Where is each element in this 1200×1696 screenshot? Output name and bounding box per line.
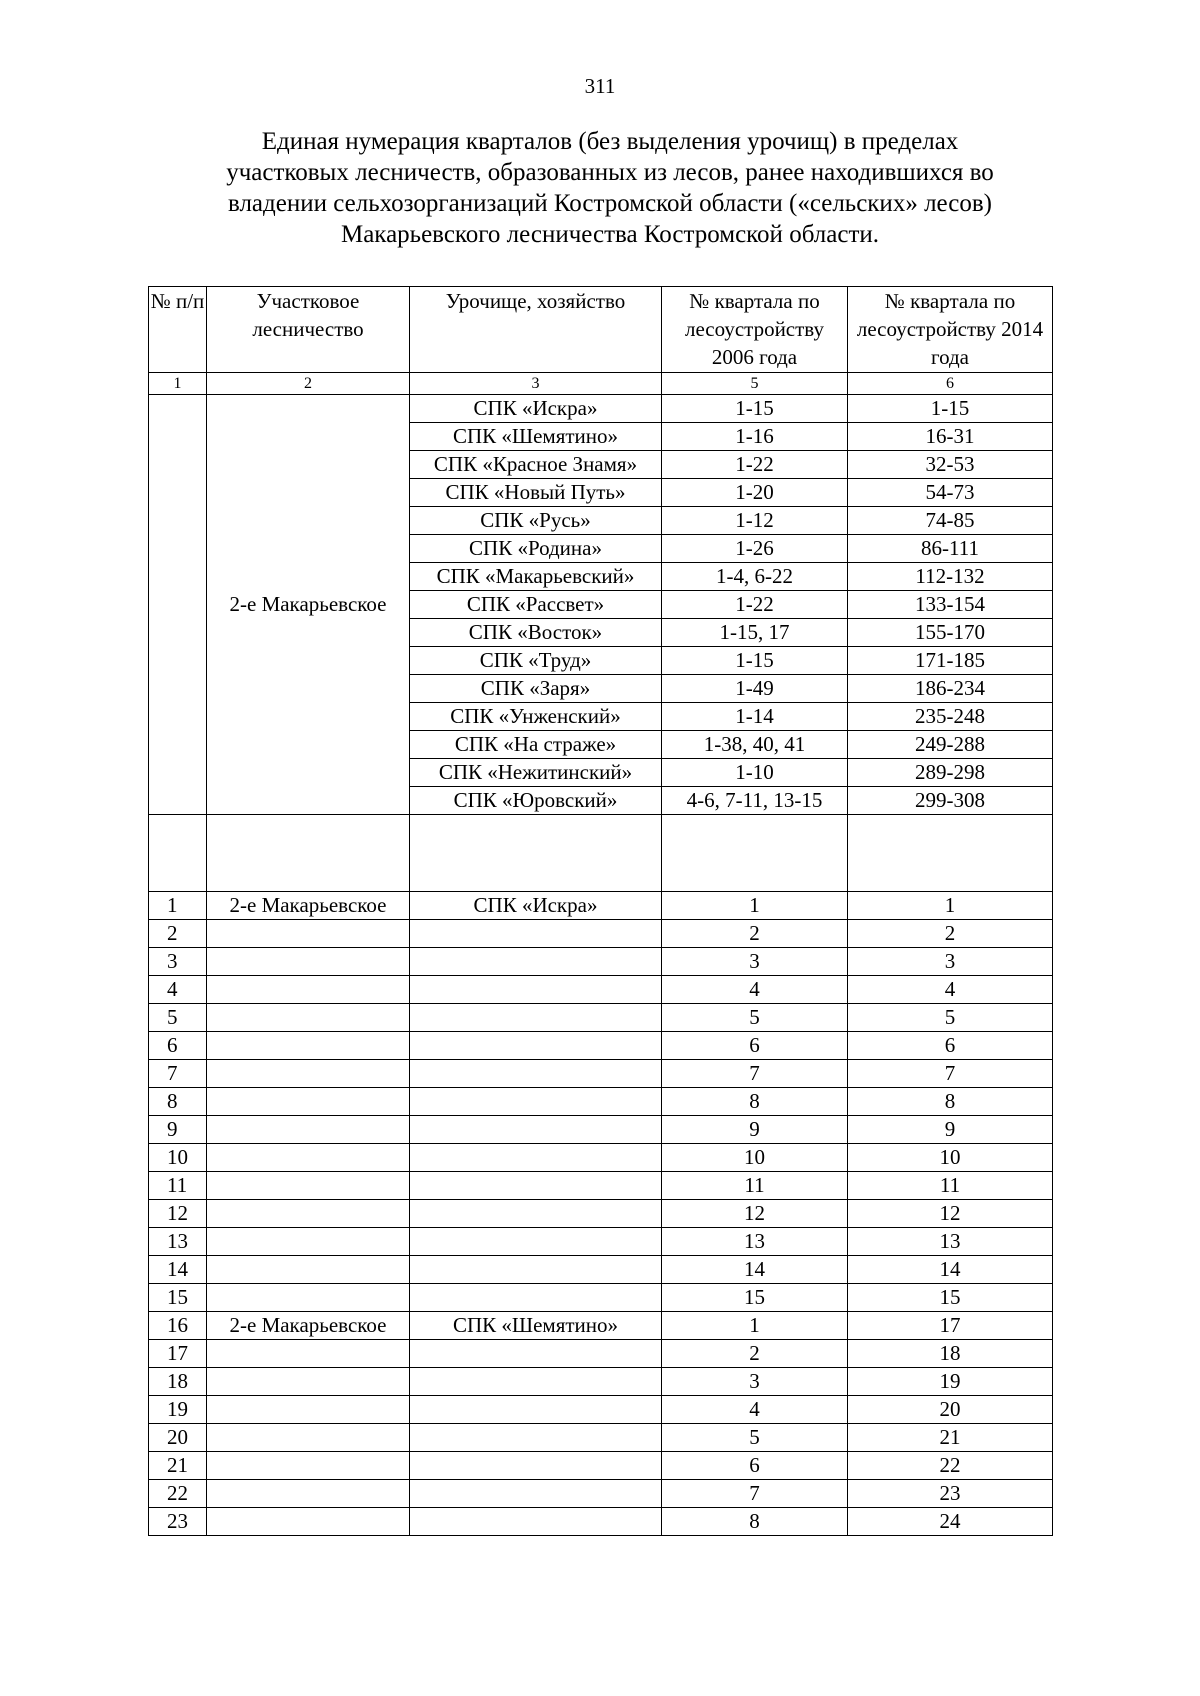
summary-row (149, 395, 1053, 423)
table-row (149, 1396, 1053, 1424)
farm-cell (410, 1256, 662, 1284)
quarter-2006-cell: 12 (662, 1200, 848, 1228)
farm-cell: СПК «Шемятино» (410, 1312, 662, 1340)
quarter-2014-cell: 5 (848, 1004, 1053, 1032)
row-number-cell: 19 (149, 1396, 207, 1424)
farm-cell (410, 1200, 662, 1228)
row-number-cell: 16 (149, 1312, 207, 1340)
table-row (149, 920, 1053, 948)
blank-row (149, 815, 1053, 892)
forestry-cell: 2-е Макарьевское (207, 1312, 410, 1340)
farm-cell: СПК «Юровский» (410, 787, 662, 815)
quarter-2014-cell: 86-111 (848, 535, 1053, 563)
row-number-cell: 8 (149, 1088, 207, 1116)
quarter-2006-cell: 5 (662, 1424, 848, 1452)
farm-cell: СПК «Рассвет» (410, 591, 662, 619)
farm-cell (410, 1396, 662, 1424)
row-number-cell: 9 (149, 1116, 207, 1144)
quarter-2014-cell: 1-15 (848, 395, 1053, 423)
table-row (149, 1452, 1053, 1480)
row-number-cell: 13 (149, 1228, 207, 1256)
header-cell: Урочище, хозяйство (410, 287, 662, 373)
quarter-2014-cell: 171-185 (848, 647, 1053, 675)
farm-cell (410, 1032, 662, 1060)
farm-cell: СПК «Труд» (410, 647, 662, 675)
table-row (149, 1508, 1053, 1536)
forestry-cell (207, 1004, 410, 1032)
quarter-2014-cell: 24 (848, 1508, 1053, 1536)
table-row (149, 1480, 1053, 1508)
blank-cell (410, 815, 662, 892)
blank-cell (662, 815, 848, 892)
table-row (149, 948, 1053, 976)
farm-cell (410, 1480, 662, 1508)
quarter-2014-cell: 17 (848, 1312, 1053, 1340)
row-number-cell: 11 (149, 1172, 207, 1200)
quarter-2006-cell: 1 (662, 1312, 848, 1340)
quarter-2006-cell: 4 (662, 976, 848, 1004)
forestry-cell (207, 1508, 410, 1536)
quarter-2014-cell: 23 (848, 1480, 1053, 1508)
table-row (149, 1424, 1053, 1452)
farm-cell: СПК «Красное Знамя» (410, 451, 662, 479)
quarter-2014-cell: 18 (848, 1340, 1053, 1368)
forestry-cell (207, 976, 410, 1004)
farm-cell: СПК «Искра» (410, 892, 662, 920)
table-row (149, 976, 1053, 1004)
title-line: владении сельхозорганизаций Костромской области («сельских» лесов) (227, 190, 992, 217)
forestry-cell (207, 920, 410, 948)
farm-cell (410, 1144, 662, 1172)
row-number-cell: 14 (149, 1256, 207, 1284)
quarter-2006-cell: 11 (662, 1172, 848, 1200)
quarter-2014-cell: 13 (848, 1228, 1053, 1256)
column-number: 1 (149, 373, 207, 395)
forestry-cell (207, 1396, 410, 1424)
quarter-2014-cell: 54-73 (848, 479, 1053, 507)
quarter-2006-cell: 6 (662, 1032, 848, 1060)
farm-cell: СПК «Шемятино» (410, 423, 662, 451)
quarter-2014-cell: 249-288 (848, 731, 1053, 759)
forestry-cell (207, 1032, 410, 1060)
quarter-2006-cell: 1-49 (662, 675, 848, 703)
quarter-2006-cell: 1-20 (662, 479, 848, 507)
column-number-row (149, 373, 1053, 395)
row-number-cell: 22 (149, 1480, 207, 1508)
column-number: 6 (848, 373, 1053, 395)
farm-cell (410, 948, 662, 976)
forestry-cell (207, 1284, 410, 1312)
quarter-2014-cell: 20 (848, 1396, 1053, 1424)
row-number-cell: 21 (149, 1452, 207, 1480)
row-number-cell: 18 (149, 1368, 207, 1396)
summary-forestry-cell: 2-е Макарьевское (207, 395, 410, 815)
farm-cell (410, 1172, 662, 1200)
table-row (149, 1284, 1053, 1312)
column-number: 5 (662, 373, 848, 395)
quarter-2006-cell: 8 (662, 1088, 848, 1116)
quarter-2006-cell: 1-4, 6-22 (662, 563, 848, 591)
quarter-2006-cell: 3 (662, 1368, 848, 1396)
blank-cell (149, 815, 207, 892)
quarter-2014-cell: 6 (848, 1032, 1053, 1060)
farm-cell (410, 920, 662, 948)
quarter-2006-cell: 4-6, 7-11, 13-15 (662, 787, 848, 815)
farm-cell (410, 1228, 662, 1256)
farm-cell: СПК «Искра» (410, 395, 662, 423)
farm-cell (410, 1452, 662, 1480)
quarter-2014-cell: 10 (848, 1144, 1053, 1172)
quarter-2006-cell: 6 (662, 1452, 848, 1480)
forestry-cell (207, 1340, 410, 1368)
quarter-2014-cell: 15 (848, 1284, 1053, 1312)
farm-cell: СПК «Унженский» (410, 703, 662, 731)
quarter-2006-cell: 2 (662, 1340, 848, 1368)
farm-cell (410, 976, 662, 1004)
quarter-2014-cell: 12 (848, 1200, 1053, 1228)
header-row (149, 287, 1053, 373)
table-row (149, 1172, 1053, 1200)
farm-cell (410, 1116, 662, 1144)
quarter-2014-cell: 155-170 (848, 619, 1053, 647)
farm-cell: СПК «Нежитинский» (410, 759, 662, 787)
document-title (150, 126, 1070, 250)
quarter-2014-cell: 8 (848, 1088, 1053, 1116)
farm-cell: СПК «Родина» (410, 535, 662, 563)
forestry-cell (207, 1200, 410, 1228)
quarter-2014-cell: 112-132 (848, 563, 1053, 591)
header-cell: Участковое лесничество (207, 287, 410, 373)
row-number-cell: 12 (149, 1200, 207, 1228)
forestry-cell (207, 1452, 410, 1480)
quarter-2014-cell: 7 (848, 1060, 1053, 1088)
table-row (149, 1116, 1053, 1144)
farm-cell: СПК «Заря» (410, 675, 662, 703)
farm-cell (410, 1424, 662, 1452)
quarter-2014-cell: 11 (848, 1172, 1053, 1200)
farm-cell (410, 1060, 662, 1088)
header-cell: № квартала по лесоустройству 2006 года (662, 287, 848, 373)
forestry-cell (207, 1172, 410, 1200)
forestry-cell (207, 1228, 410, 1256)
quarter-2014-cell: 14 (848, 1256, 1053, 1284)
row-number-cell: 6 (149, 1032, 207, 1060)
title-line: участковых лесничеств, образованных из лесов, ранее находившихся во (226, 159, 994, 186)
quarter-2014-cell: 235-248 (848, 703, 1053, 731)
blank-cell (207, 815, 410, 892)
quarter-2006-cell: 7 (662, 1060, 848, 1088)
table-row (149, 1088, 1053, 1116)
quarter-2006-cell: 13 (662, 1228, 848, 1256)
row-number-cell: 17 (149, 1340, 207, 1368)
quarter-2014-cell: 186-234 (848, 675, 1053, 703)
quarter-2006-cell: 1-10 (662, 759, 848, 787)
forestry-cell (207, 1424, 410, 1452)
farm-cell (410, 1508, 662, 1536)
quarter-2014-cell: 299-308 (848, 787, 1053, 815)
farm-cell (410, 1004, 662, 1032)
quarter-2014-cell: 9 (848, 1116, 1053, 1144)
column-number: 3 (410, 373, 662, 395)
quarter-2014-cell: 2 (848, 920, 1053, 948)
quarter-2006-cell: 1-15 (662, 647, 848, 675)
farm-cell: СПК «Восток» (410, 619, 662, 647)
row-number-cell: 23 (149, 1508, 207, 1536)
farm-cell (410, 1340, 662, 1368)
forestry-cell: 2-е Макарьевское (207, 892, 410, 920)
forestry-cell (207, 1480, 410, 1508)
quarters-table (148, 286, 1053, 1536)
table-row (149, 892, 1053, 920)
quarter-2006-cell: 1-16 (662, 423, 848, 451)
farm-cell: СПК «Русь» (410, 507, 662, 535)
header-cell: № квартала по лесоустройству 2014 года (848, 287, 1053, 373)
page-number: 311 (584, 74, 616, 98)
farm-cell: СПК «Макарьевский» (410, 563, 662, 591)
quarter-2006-cell: 1-22 (662, 591, 848, 619)
forestry-cell (207, 1060, 410, 1088)
table-row (149, 1004, 1053, 1032)
farm-cell (410, 1368, 662, 1396)
forestry-cell (207, 1368, 410, 1396)
summary-number-cell (149, 395, 207, 815)
quarter-2006-cell: 10 (662, 1144, 848, 1172)
row-number-cell: 7 (149, 1060, 207, 1088)
quarter-2006-cell: 1-26 (662, 535, 848, 563)
quarter-2014-cell: 22 (848, 1452, 1053, 1480)
farm-cell: СПК «На страже» (410, 731, 662, 759)
table-row (149, 1312, 1053, 1340)
row-number-cell: 15 (149, 1284, 207, 1312)
forestry-cell (207, 1088, 410, 1116)
forestry-cell (207, 1256, 410, 1284)
quarter-2006-cell: 1-12 (662, 507, 848, 535)
quarter-2014-cell: 16-31 (848, 423, 1053, 451)
forestry-cell (207, 948, 410, 976)
farm-cell (410, 1284, 662, 1312)
table-row (149, 1368, 1053, 1396)
farm-cell (410, 1088, 662, 1116)
quarter-2014-cell: 32-53 (848, 451, 1053, 479)
quarter-2006-cell: 4 (662, 1396, 848, 1424)
row-number-cell: 3 (149, 948, 207, 976)
quarter-2006-cell: 3 (662, 948, 848, 976)
table-row (149, 1256, 1053, 1284)
quarter-2006-cell: 5 (662, 1004, 848, 1032)
forestry-cell (207, 1144, 410, 1172)
table-row (149, 1200, 1053, 1228)
row-number-cell: 2 (149, 920, 207, 948)
quarter-2006-cell: 1 (662, 892, 848, 920)
farm-cell: СПК «Новый Путь» (410, 479, 662, 507)
quarter-2006-cell: 2 (662, 920, 848, 948)
table-row (149, 1340, 1053, 1368)
forestry-cell (207, 1116, 410, 1144)
row-number-cell: 5 (149, 1004, 207, 1032)
row-number-cell: 20 (149, 1424, 207, 1452)
blank-cell (848, 815, 1053, 892)
quarter-2014-cell: 289-298 (848, 759, 1053, 787)
quarter-2014-cell: 1 (848, 892, 1053, 920)
quarter-2006-cell: 1-22 (662, 451, 848, 479)
quarter-2006-cell: 14 (662, 1256, 848, 1284)
quarter-2014-cell: 74-85 (848, 507, 1053, 535)
quarter-2014-cell: 4 (848, 976, 1053, 1004)
quarter-2006-cell: 15 (662, 1284, 848, 1312)
column-number: 2 (207, 373, 410, 395)
table-row (149, 1060, 1053, 1088)
title-line: Единая нумерация кварталов (без выделения урочищ) в пределах (261, 128, 959, 155)
row-number-cell: 10 (149, 1144, 207, 1172)
quarter-2006-cell: 1-15, 17 (662, 619, 848, 647)
quarter-2006-cell: 1-14 (662, 703, 848, 731)
table-row (149, 1228, 1053, 1256)
quarter-2014-cell: 19 (848, 1368, 1053, 1396)
quarter-2006-cell: 9 (662, 1116, 848, 1144)
quarter-2014-cell: 3 (848, 948, 1053, 976)
header-cell: № п/п (149, 287, 207, 373)
quarter-2006-cell: 1-15 (662, 395, 848, 423)
table-row (149, 1144, 1053, 1172)
quarter-2006-cell: 1-38, 40, 41 (662, 731, 848, 759)
quarter-2014-cell: 133-154 (848, 591, 1053, 619)
row-number-cell: 4 (149, 976, 207, 1004)
quarter-2014-cell: 21 (848, 1424, 1053, 1452)
title-line: Макарьевского лесничества Костромской области. (340, 221, 880, 248)
quarter-2006-cell: 7 (662, 1480, 848, 1508)
table-row (149, 1032, 1053, 1060)
quarter-2006-cell: 8 (662, 1508, 848, 1536)
row-number-cell: 1 (149, 892, 207, 920)
